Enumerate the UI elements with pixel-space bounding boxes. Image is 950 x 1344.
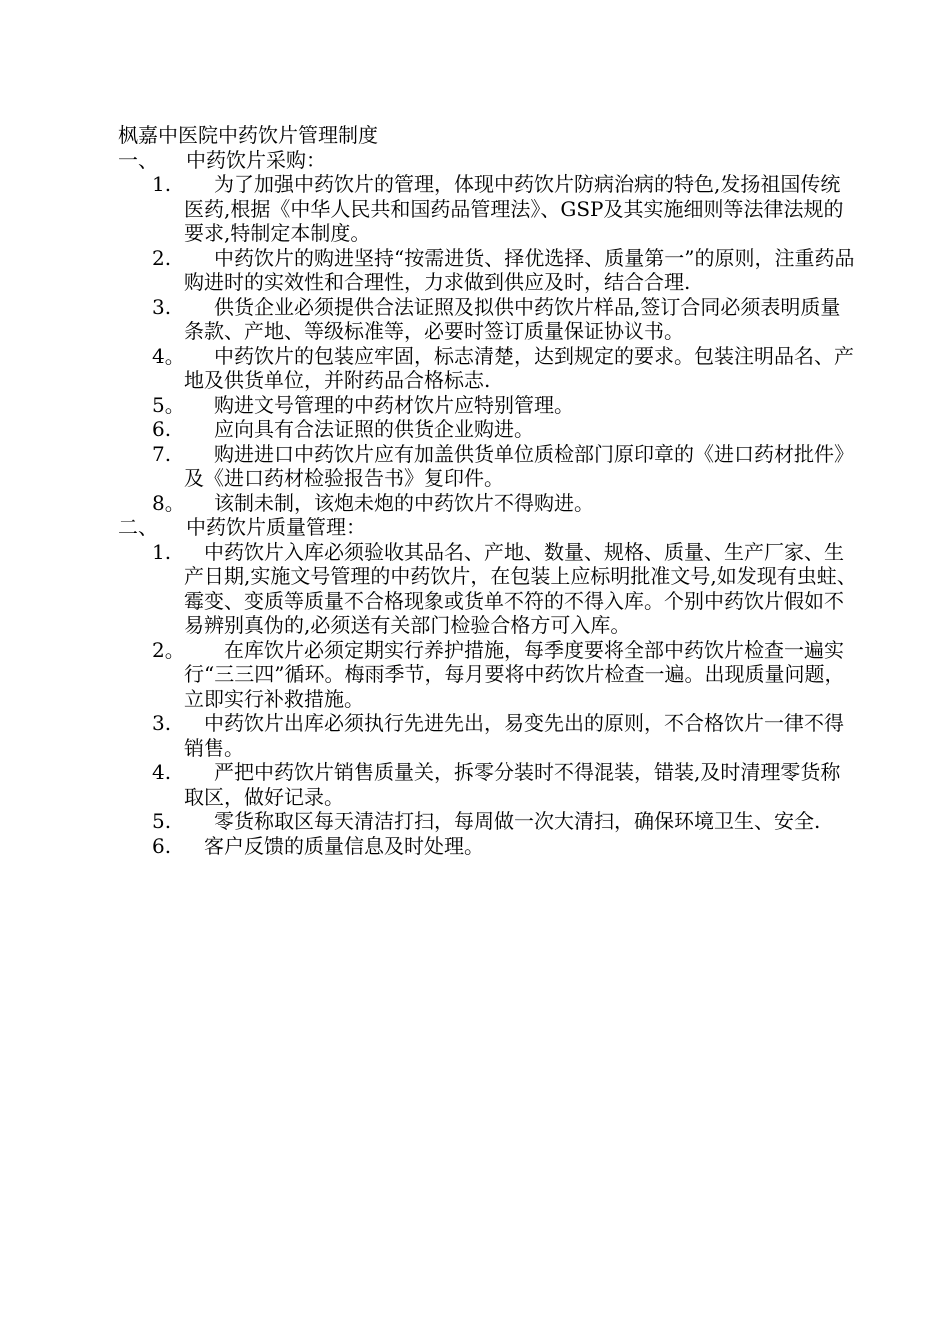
item-number: 2。 [152, 637, 185, 662]
item-number: 7. [152, 441, 172, 466]
item-number: 5。 [152, 392, 185, 417]
item-text: 为了加强中药饮片的管理，体现中药饮片防病治病的特色,发扬祖国传统医药,根据《中华人民共和国药品管理法》、GSP及其实施细则等法律法规的要求,特制定本制度。 [184, 172, 844, 245]
document-body [118, 123, 858, 858]
list-item [118, 760, 858, 809]
section-title: 中药饮片采购： [186, 147, 326, 172]
section-heading [118, 515, 858, 540]
list-item [118, 393, 858, 418]
item-number: 4. [152, 760, 172, 784]
item-text: 中药饮片的包装应牢固，标志清楚，达到规定的要求。包装注明品名、产地及供货单位，并附药品合格标志. [184, 343, 854, 392]
list-item [118, 442, 858, 491]
list-item [118, 491, 858, 516]
item-text: 中药饮片的购进坚持“按需进货、择优选择、质量第一”的原则，注重药品购进时的实效性和合理性，力求做到供应及时，结合合理. [184, 245, 855, 294]
list-item [118, 711, 858, 760]
list-item [118, 172, 858, 246]
list-item [118, 638, 858, 712]
item-number: 4。 [152, 343, 185, 368]
item-number: 1. [152, 172, 172, 196]
item-text: 严把中药饮片销售质量关，拆零分装时不得混装，错装,及时清理零货称取区，做好记录。 [184, 760, 841, 809]
item-text: 客户反馈的质量信息及时处理。 [204, 833, 484, 858]
list-item [118, 417, 858, 442]
item-text: 在库饮片必须定期实行养护措施，每季度要将全部中药饮片检查一遍实行“三三四”循环。梅雨季节，每月要将中药饮片检查一遍。出现质量问题，立即实行补救措施。 [184, 637, 845, 711]
item-number: 6. [152, 417, 172, 441]
list-item [118, 344, 858, 393]
document-title: 枫嘉中医院中药饮片管理制度 [118, 123, 378, 147]
section-quality-management [118, 515, 858, 858]
item-number: 6. [152, 833, 172, 858]
section-heading [118, 148, 858, 173]
item-text: 零货称取区每天清洁打扫，每周做一次大清扫，确保环境卫生、安全. [214, 809, 821, 833]
list-item [118, 540, 858, 638]
section-procurement [118, 148, 858, 516]
item-text: 该制未制，该炮未炮的中药饮片不得购进。 [214, 490, 594, 515]
list-item [118, 809, 858, 834]
item-text: 购进文号管理的中药材饮片应特别管理。 [214, 392, 574, 417]
item-text: 供货企业必须提供合法证照及拟供中药饮片样品,签订合同必须表明质量条款、产地、等级标准等，必要时签订质量保证协议书。 [184, 294, 841, 343]
item-number: 1. [152, 539, 172, 564]
section-title: 中药饮片质量管理： [186, 515, 366, 539]
item-text: 应向具有合法证照的供货企业购进。 [214, 417, 534, 441]
section-marker: 二、 [118, 515, 158, 539]
list-item [118, 295, 858, 344]
item-text: 购进进口中药饮片应有加盖供货单位质检部门原印章的《进口药材批件》及《进口药材检验报告书》复印件。 [184, 441, 854, 490]
item-text: 中药饮片入库必须验收其品名、产地、数量、规格、质量、生产厂家、生产日期,实施文号管理的中药饮片，在包装上应标明批准文号,如发现有虫蛀、霉变、变质等质量不合格现象或货单不符的不得入库。个别中药饮片假如不易辨别真伪的,必须送有关部门检验合格方可入库。 [184, 539, 857, 637]
list-item [118, 246, 858, 295]
item-number: 3. [152, 294, 172, 319]
item-number: 5. [152, 809, 172, 833]
item-number: 3. [152, 711, 172, 735]
item-number: 8。 [152, 490, 185, 515]
section-marker: 一、 [118, 147, 158, 172]
item-text: 中药饮片出库必须执行先进先出，易变先出的原则，不合格饮片一律不得销售。 [184, 711, 844, 760]
item-number: 2. [152, 245, 172, 270]
list-item [118, 834, 858, 859]
